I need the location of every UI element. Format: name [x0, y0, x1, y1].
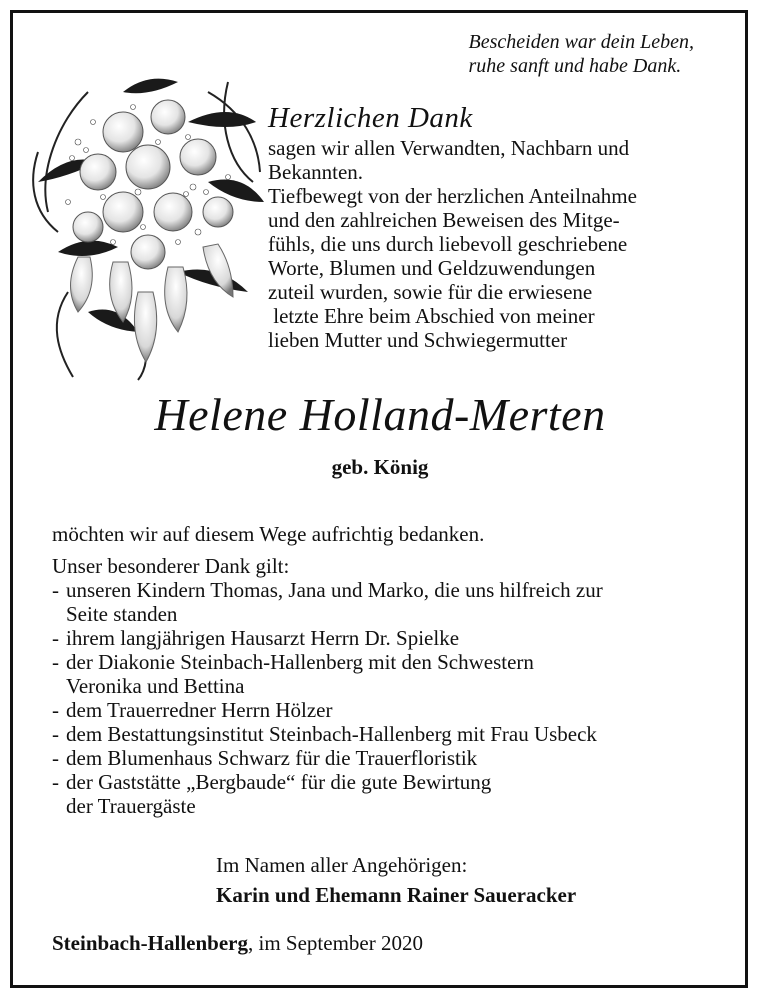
flower-bouquet-icon [28, 62, 264, 382]
special-thanks-intro: Unser besonderer Dank gilt: [52, 554, 290, 578]
motto-line: Bescheiden war dein Leben, [468, 31, 694, 53]
dash: - [52, 650, 59, 674]
place-date [52, 931, 423, 956]
intro-line: und den zahlreichen Beweisen des Mitge- [268, 208, 620, 232]
thanks-item [52, 770, 603, 818]
place: Steinbach-Hallenberg [52, 931, 249, 955]
motto-line: ruhe sanft und habe Dank. [468, 55, 682, 77]
thanks-item-line: dem Trauerredner Herrn Hölzer [66, 698, 333, 722]
intro-line: Tiefbewegt von der herzlichen Anteilnahme [268, 184, 637, 208]
intro-line: lieben Mutter und Schwiegermutter [268, 328, 568, 352]
thanks-heading: Herzlichen Dank [268, 102, 473, 134]
dash: - [52, 698, 59, 722]
thanks-item-line: Seite standen [66, 602, 178, 626]
thanks-item [52, 722, 603, 746]
intro-line: Bekannten. [268, 160, 364, 184]
dash: - [52, 770, 59, 794]
thanks-item [52, 626, 603, 650]
intro-line: letzte Ehre beim Abschied von meiner [268, 304, 595, 328]
date-text: , im September 2020 [248, 931, 423, 955]
thanks-item-line: dem Bestattungsinstitut Steinbach-Hallenberg mit Frau Usbeck [66, 722, 597, 746]
thanks-body [52, 522, 603, 818]
dash: - [52, 578, 59, 602]
thanks-item [52, 746, 603, 770]
thanks-item [52, 698, 603, 722]
dash: - [52, 626, 59, 650]
signatory-names: Karin und Ehemann Rainer Saueracker [216, 883, 577, 907]
dash: - [52, 722, 59, 746]
thanks-item [52, 578, 603, 626]
closing-line: möchten wir auf diesem Wege aufrichtig bedanken. [52, 522, 485, 546]
thanks-item-line: dem Blumenhaus Schwarz für die Trauerfloristik [66, 746, 478, 770]
thanks-item-line: unseren Kindern Thomas, Jana und Marko, die uns hilfreich zur [66, 578, 603, 602]
thanks-item-line: der Trauergäste [66, 794, 196, 818]
signature-block [216, 850, 576, 910]
thanks-item [52, 650, 603, 698]
deceased-name: Helene Holland-Merten [154, 389, 606, 440]
motto [469, 30, 695, 78]
intro-line: zuteil wurden, sowie für die erwiesene [268, 280, 593, 304]
intro-line: fühls, die uns durch liebevoll geschriebene [268, 232, 628, 256]
thanks-item-line: der Diakonie Steinbach-Hallenberg mit den Schwestern [66, 650, 534, 674]
thanks-item-line: der Gaststätte „Bergbaude“ für die gute Bewirtung [66, 770, 492, 794]
intro-text [268, 136, 637, 352]
thanks-item-line: ihrem langjährigen Hausarzt Herrn Dr. Spielke [66, 626, 460, 650]
intro-line: Worte, Blumen und Geldzuwendungen [268, 256, 596, 280]
thanks-item-line: Veronika und Bettina [66, 674, 245, 698]
intro-line: sagen wir allen Verwandten, Nachbarn und [268, 136, 630, 160]
on-behalf-line: Im Namen aller Angehörigen: [216, 853, 468, 877]
birth-name: geb. König [331, 455, 429, 479]
dash: - [52, 746, 59, 770]
